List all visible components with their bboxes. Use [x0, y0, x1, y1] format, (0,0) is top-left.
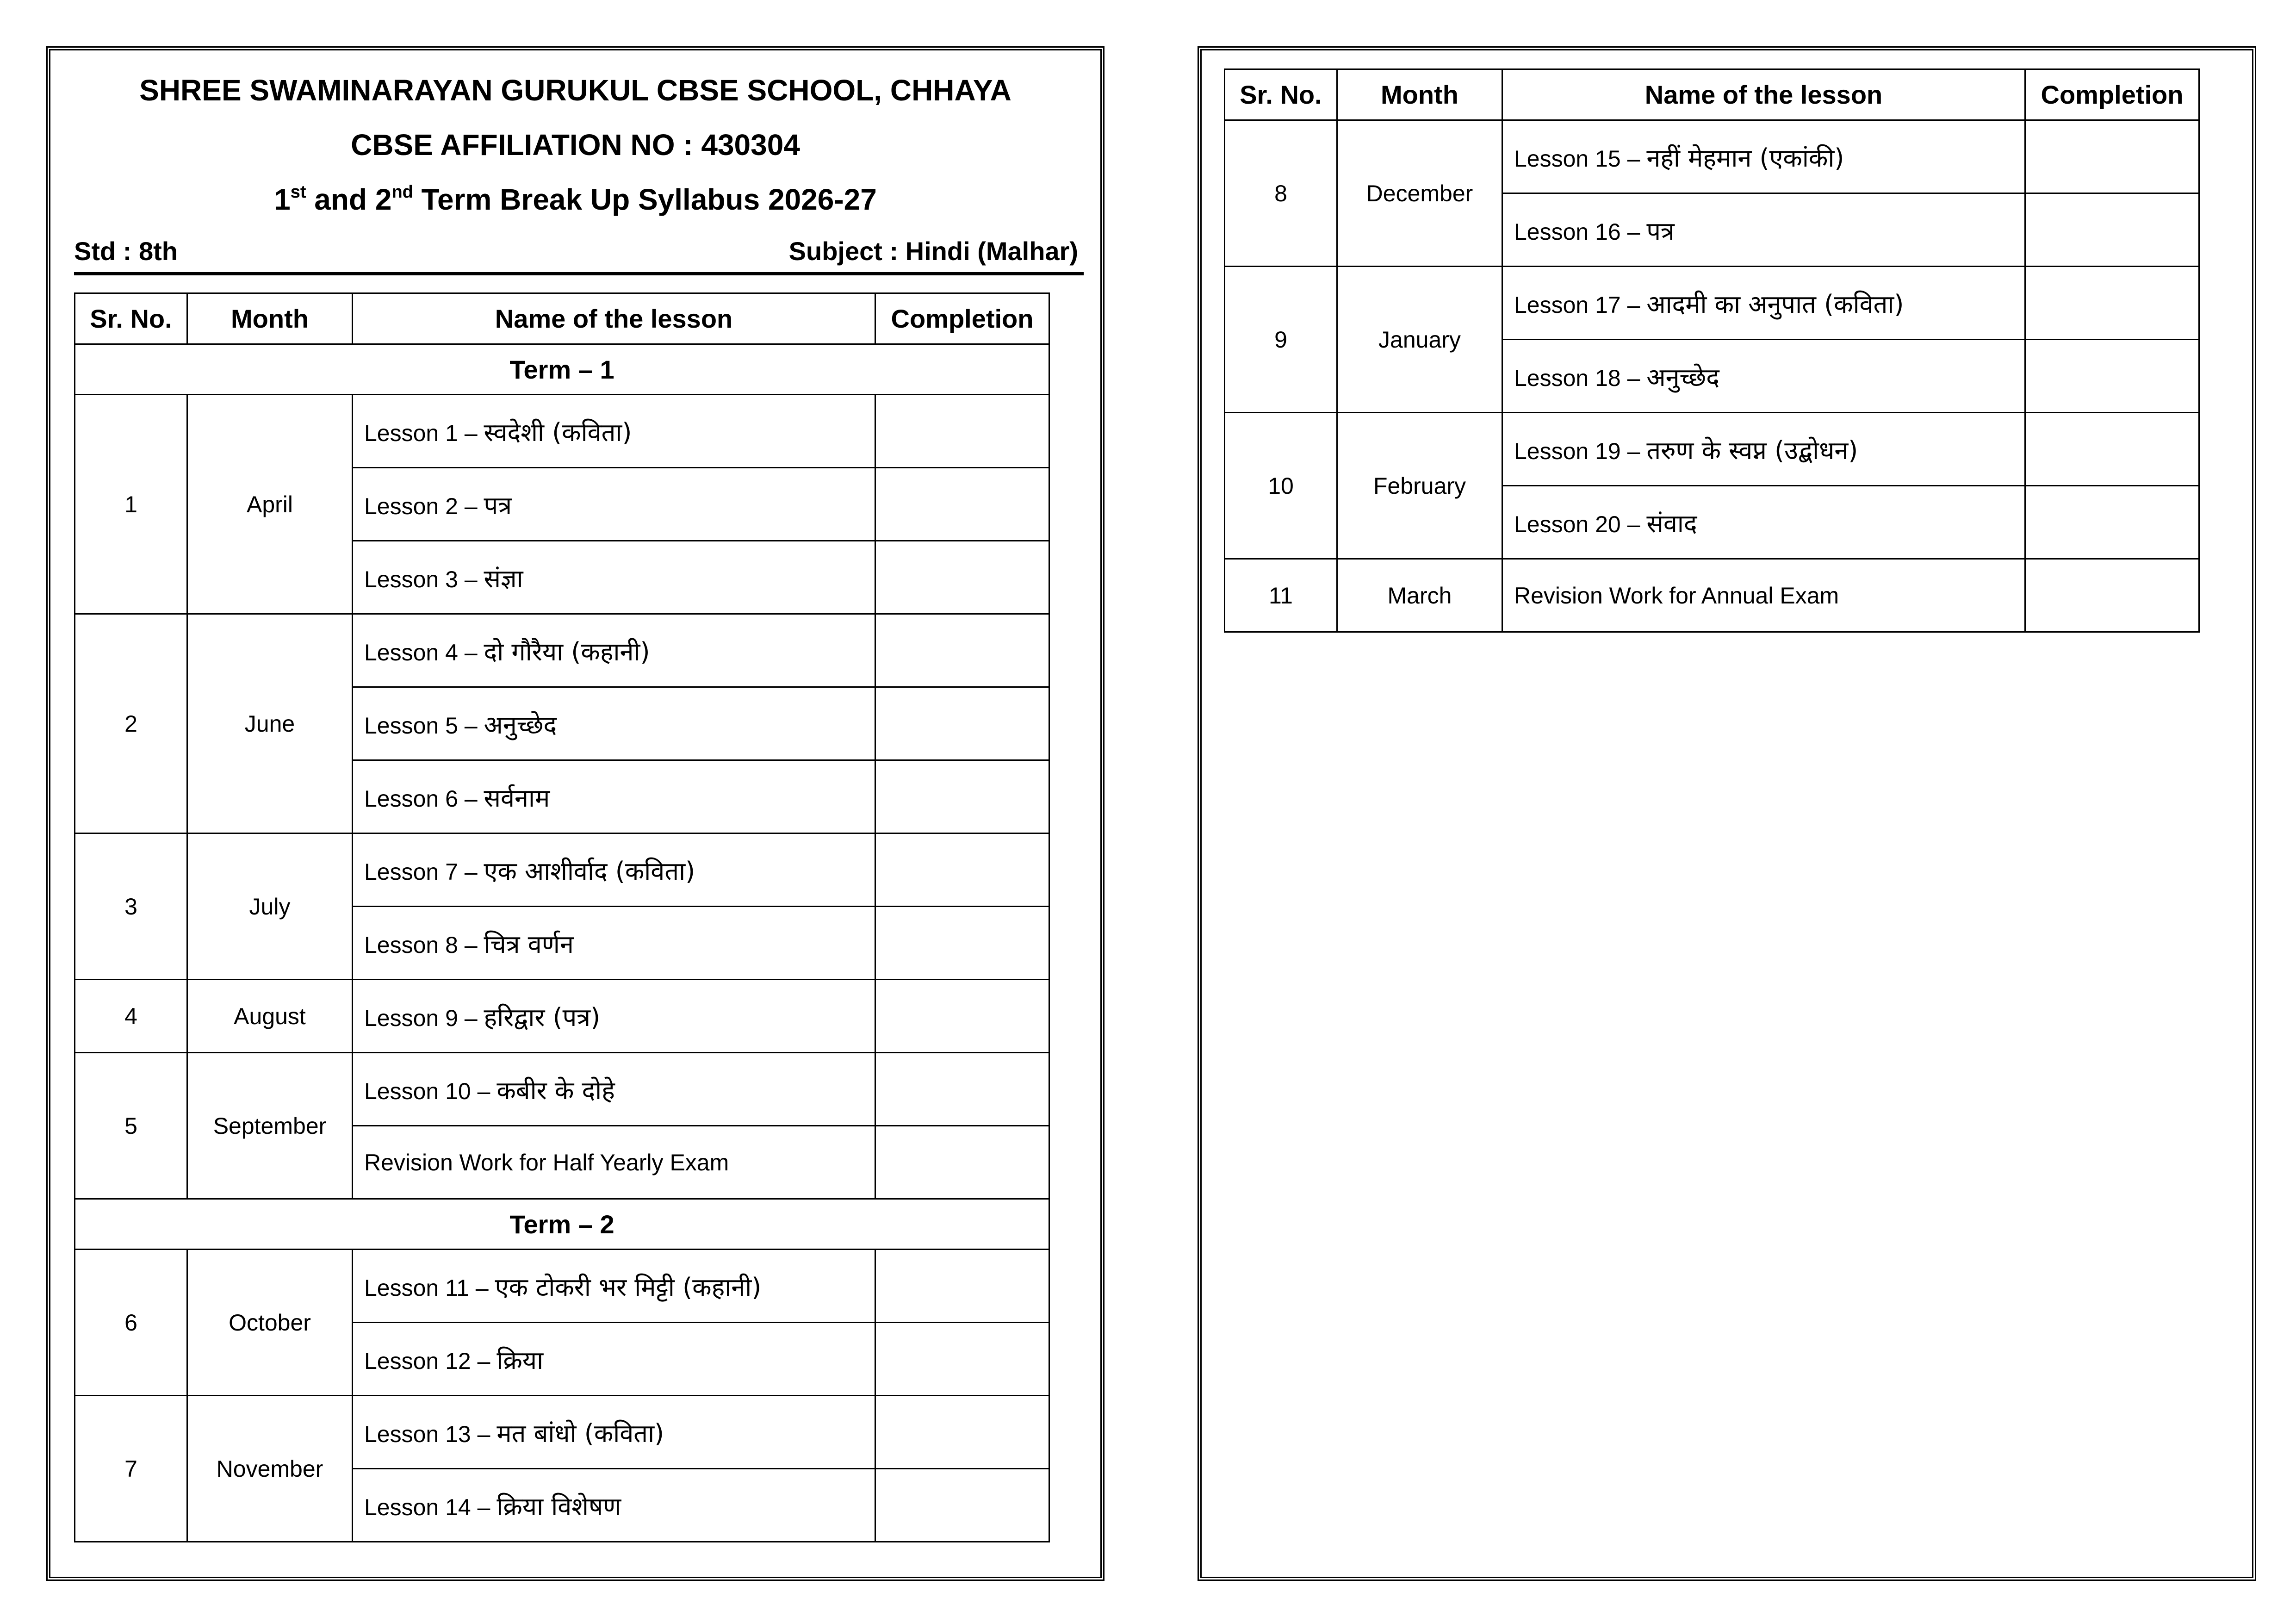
lesson-title: चित्र वर्णन: [484, 929, 574, 959]
month-cell: August: [187, 980, 353, 1053]
header-divider: [74, 272, 1084, 275]
column-header-lesson: Name of the lesson: [1502, 69, 2025, 120]
lesson-cell: [353, 907, 875, 980]
completion-cell: [875, 1396, 1049, 1469]
term-row: [75, 1199, 1049, 1250]
sr-no-cell: 2: [75, 614, 187, 833]
sr-no-cell: 5: [75, 1053, 187, 1199]
lesson-title: तरुण के स्वप्न (उद्बोधन): [1646, 435, 1858, 465]
sr-no-cell: 9: [1225, 267, 1337, 413]
table-row: [75, 614, 1049, 687]
sr-no-cell: 10: [1225, 413, 1337, 559]
completion-cell: [2025, 193, 2199, 267]
lesson-number: Lesson 9 –: [364, 1005, 484, 1031]
sr-no-cell: 8: [1225, 120, 1337, 267]
standard-label: Std : 8th: [74, 236, 178, 266]
term-heading: Term – 1: [75, 344, 1049, 395]
sr-no-cell: 6: [75, 1250, 187, 1396]
sr-no-cell: 4: [75, 980, 187, 1053]
lesson-title: दो गौरैया (कहानी): [484, 637, 650, 666]
sr-no-cell: 3: [75, 833, 187, 980]
table-row: [1225, 559, 2199, 632]
lesson-title: Revision Work for Annual Exam: [1514, 582, 1839, 609]
month-cell: February: [1337, 413, 1502, 559]
lesson-number: Lesson 7 –: [364, 858, 484, 885]
table-row: [1225, 413, 2199, 486]
lesson-title: संज्ञा: [484, 564, 523, 593]
column-header-month: Month: [187, 293, 353, 344]
lesson-cell: [353, 1469, 875, 1542]
lesson-number: Lesson 13 –: [364, 1421, 497, 1447]
lesson-cell: [1502, 559, 2025, 632]
syllabus-title-rest: Term Break Up Syllabus 2026-27: [413, 183, 877, 216]
lesson-cell: [1502, 120, 2025, 193]
completion-cell: [875, 760, 1049, 833]
lesson-cell: [1502, 193, 2025, 267]
syllabus-title-first-sup: st: [290, 182, 306, 202]
completion-cell: [875, 1250, 1049, 1323]
month-cell: January: [1337, 267, 1502, 413]
lesson-title: क्रिया विशेषण: [496, 1492, 621, 1521]
affiliation-number: CBSE AFFILIATION NO : 430304: [351, 128, 800, 162]
month-cell: December: [1337, 120, 1502, 267]
subject-label: Subject : Hindi (Malhar): [788, 236, 1078, 266]
completion-cell: [2025, 267, 2199, 340]
completion-cell: [2025, 120, 2199, 193]
lesson-number: Lesson 19 –: [1514, 438, 1647, 464]
lesson-cell: [353, 1126, 875, 1199]
month-cell: October: [187, 1250, 353, 1396]
completion-cell: [2025, 486, 2199, 559]
lesson-cell: [353, 1396, 875, 1469]
column-header-completion: Completion: [875, 293, 1049, 344]
completion-cell: [2025, 413, 2199, 486]
lesson-title: कबीर के दोहे: [496, 1076, 615, 1105]
sr-no-cell: 1: [75, 395, 187, 614]
lesson-number: Lesson 11 –: [364, 1275, 495, 1301]
table-header-row: [75, 293, 1049, 344]
lesson-number: Lesson 10 –: [364, 1078, 497, 1104]
lesson-title: संवाद: [1646, 509, 1697, 538]
completion-cell: [875, 907, 1049, 980]
month-cell: September: [187, 1053, 353, 1199]
lesson-number: Lesson 16 –: [1514, 218, 1647, 245]
lesson-title: एक टोकरी भर मिट्टी (कहानी): [495, 1272, 762, 1302]
completion-cell: [2025, 559, 2199, 632]
lesson-cell: [353, 687, 875, 760]
lesson-title: मत बांधो (कविता): [496, 1418, 664, 1448]
column-header-completion: Completion: [2025, 69, 2199, 120]
table-header-row: [1225, 69, 2199, 120]
completion-cell: [875, 1126, 1049, 1199]
table-row: [75, 1396, 1049, 1469]
table-row: [75, 1250, 1049, 1323]
table-row: [75, 833, 1049, 907]
lesson-cell: [1502, 340, 2025, 413]
month-cell: November: [187, 1396, 353, 1542]
lesson-number: Lesson 2 –: [364, 493, 484, 519]
lesson-title: हरिद्वार (पत्र): [484, 1002, 601, 1032]
table-row: [75, 980, 1049, 1053]
meta-row: [74, 232, 1078, 269]
lesson-title: आदमी का अनुपात (कविता): [1646, 289, 1904, 319]
completion-cell: [875, 1053, 1049, 1126]
lesson-title: पत्र: [484, 491, 512, 520]
lesson-number: Lesson 6 –: [364, 785, 484, 812]
column-header-sr-no: Sr. No.: [75, 293, 187, 344]
lesson-number: Lesson 3 –: [364, 566, 484, 592]
month-cell: March: [1337, 559, 1502, 632]
school-name: SHREE SWAMINARAYAN GURUKUL CBSE SCHOOL, CHHAYA: [139, 74, 1011, 107]
lesson-cell: [1502, 486, 2025, 559]
lesson-number: Lesson 18 –: [1514, 365, 1647, 391]
lesson-title: पत्र: [1646, 216, 1675, 246]
completion-cell: [875, 541, 1049, 614]
lesson-cell: [353, 614, 875, 687]
lesson-cell: [353, 1053, 875, 1126]
lesson-cell: [353, 980, 875, 1053]
lesson-cell: [1502, 413, 2025, 486]
table-row: [1225, 120, 2199, 193]
column-header-sr-no: Sr. No.: [1225, 69, 1337, 120]
syllabus-title-first: 1: [274, 183, 291, 216]
table-row: [1225, 267, 2199, 340]
lesson-cell: [353, 468, 875, 541]
column-header-lesson: Name of the lesson: [353, 293, 875, 344]
syllabus-title: [46, 179, 1105, 220]
lesson-number: Lesson 17 –: [1514, 292, 1647, 318]
month-cell: June: [187, 614, 353, 833]
lesson-title: एक आशीर्वाद (कविता): [484, 856, 695, 886]
term-heading: Term – 2: [75, 1199, 1049, 1250]
month-cell: April: [187, 395, 353, 614]
lesson-number: Lesson 4 –: [364, 639, 484, 665]
lesson-title: अनुच्छेद: [1646, 362, 1719, 392]
syllabus-title-and: and 2: [306, 183, 392, 216]
lesson-title: अनुच्छेद: [484, 710, 557, 740]
completion-cell: [875, 395, 1049, 468]
lesson-number: Lesson 5 –: [364, 712, 484, 739]
completion-cell: [875, 687, 1049, 760]
lesson-cell: [353, 1323, 875, 1396]
completion-cell: [875, 1469, 1049, 1542]
lesson-number: Lesson 8 –: [364, 932, 484, 958]
sr-no-cell: 7: [75, 1396, 187, 1542]
syllabus-table-continued: [1224, 68, 2200, 633]
lesson-title: नहीं मेहमान (एकांकी): [1646, 143, 1844, 173]
lesson-cell: [353, 833, 875, 907]
lesson-title: क्रिया: [496, 1345, 544, 1375]
lesson-number: Lesson 1 –: [364, 420, 484, 446]
lesson-cell: [1502, 267, 2025, 340]
completion-cell: [875, 468, 1049, 541]
completion-cell: [875, 1323, 1049, 1396]
lesson-number: Lesson 15 –: [1514, 145, 1647, 172]
table-row: [75, 395, 1049, 468]
lesson-title: Revision Work for Half Yearly Exam: [364, 1149, 729, 1175]
lesson-cell: [353, 541, 875, 614]
lesson-title: स्वदेशी (कविता): [484, 417, 632, 447]
sr-no-cell: 11: [1225, 559, 1337, 632]
syllabus-table-term-1-2: [74, 292, 1050, 1542]
completion-cell: [2025, 340, 2199, 413]
completion-cell: [875, 833, 1049, 907]
term-row: [75, 344, 1049, 395]
lesson-number: Lesson 12 –: [364, 1348, 497, 1374]
lesson-title: सर्वनाम: [484, 783, 550, 813]
month-cell: July: [187, 833, 353, 980]
lesson-number: Lesson 20 –: [1514, 511, 1647, 537]
lesson-cell: [353, 1250, 875, 1323]
lesson-number: Lesson 14 –: [364, 1494, 497, 1520]
column-header-month: Month: [1337, 69, 1502, 120]
lesson-cell: [353, 395, 875, 468]
lesson-cell: [353, 760, 875, 833]
syllabus-title-second-sup: nd: [391, 182, 413, 202]
table-row: [75, 1053, 1049, 1126]
completion-cell: [875, 980, 1049, 1053]
completion-cell: [875, 614, 1049, 687]
